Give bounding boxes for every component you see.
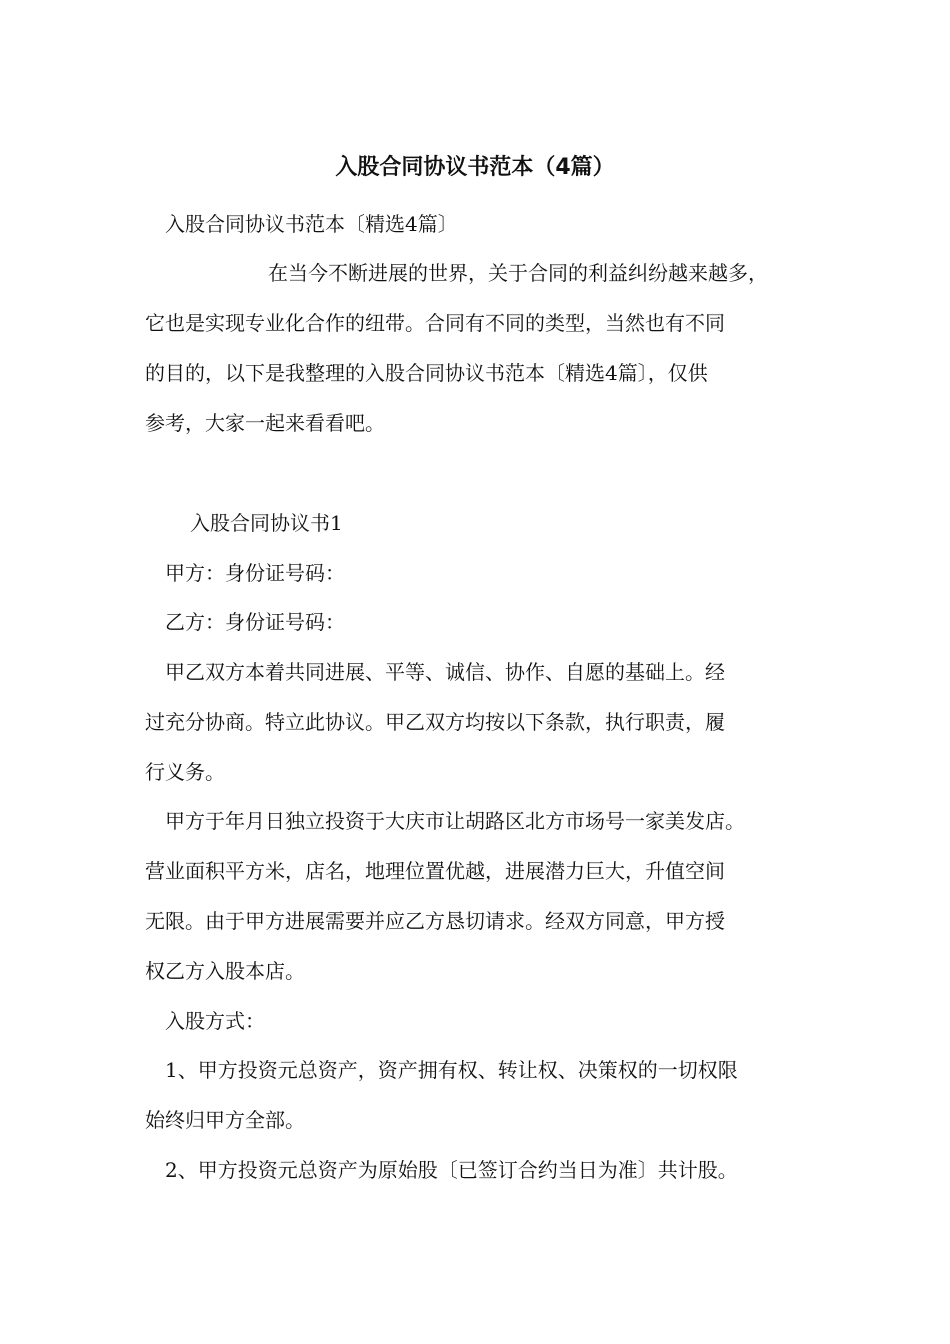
party-a-line: 甲方：身份证号码： (165, 561, 345, 585)
method-heading: 入股方式： (165, 1009, 265, 1033)
para2-line-3: 无限。由于甲方进展需要并应乙方恳切请求。经双方同意，甲方授 (145, 909, 725, 933)
item2-line: 2、甲方投资元总资产为原始股〔已签订合约当日为准〕共计股。 (165, 1158, 738, 1182)
para2-line-4: 权乙方入股本店。 (145, 959, 305, 983)
para2-line-1: 甲方于年月日独立投资于大庆市让胡路区北方市场号一家美发店。 (165, 809, 745, 833)
para1-line-2: 过充分协商。特立此协议。甲乙双方均按以下条款，执行职责，履 (145, 710, 725, 734)
section-title: 入股合同协议书1 (190, 511, 343, 535)
intro-line-4: 参考，大家一起来看看吧。 (145, 411, 385, 435)
intro-line-3: 的目的，以下是我整理的入股合同协议书范本〔精选4篇〕，仅供 (145, 361, 708, 385)
document-subtitle: 入股合同协议书范本〔精选4篇〕 (165, 212, 458, 236)
item1-line-2: 始终归甲方全部。 (145, 1108, 305, 1132)
item1-line-1: 1、甲方投资元总资产，资产拥有权、转让权、决策权的一切权限 (165, 1058, 738, 1082)
para1-line-1: 甲乙双方本着共同进展、平等、诚信、协作、自愿的基础上。经 (165, 660, 725, 684)
party-b-line: 乙方：身份证号码： (165, 610, 345, 634)
para2-line-2: 营业面积平方米，店名，地理位置优越，进展潜力巨大，升值空间 (145, 859, 725, 883)
para1-line-3: 行义务。 (145, 760, 225, 784)
document-title: 入股合同协议书范本（4篇） (335, 155, 615, 180)
intro-line-1: 在当今不断进展的世界，关于合同的利益纠纷越来越多， (268, 261, 768, 285)
intro-line-2: 它也是实现专业化合作的纽带。合同有不同的类型，当然也有不同 (145, 311, 725, 335)
